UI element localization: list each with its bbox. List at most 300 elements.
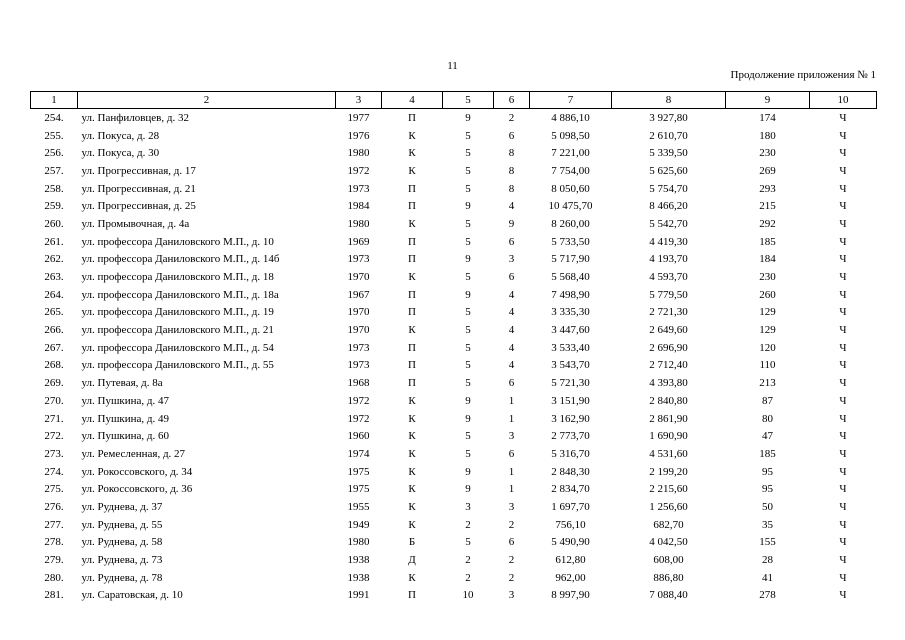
cell-year-built: 1972 — [347, 164, 370, 177]
cell-ownership: Ч — [839, 589, 847, 602]
cell-total-area: 3 162,90 — [551, 412, 590, 425]
cell-total-area: 3 151,90 — [551, 394, 590, 407]
cell-year-built: 1984 — [347, 200, 370, 213]
cell-row-number: 263. — [44, 271, 64, 284]
cell-wall-material: К — [408, 147, 416, 160]
cell-total-area: 3 543,70 — [551, 359, 590, 372]
table-header — [31, 92, 877, 109]
cell-ownership: Ч — [839, 518, 847, 531]
cell-ownership: Ч — [839, 147, 847, 160]
cell-wall-material: П — [408, 589, 416, 602]
cell-total-area: 5 568,40 — [551, 271, 590, 284]
cell-entrances: 8 — [508, 147, 515, 160]
cell-ownership: Ч — [839, 430, 847, 443]
table-row — [31, 162, 877, 180]
cell-living-area: 4 393,80 — [649, 377, 688, 390]
cell-entrances: 4 — [508, 341, 515, 354]
cell-wall-material: К — [408, 518, 416, 531]
cell-row-number: 271. — [44, 412, 64, 425]
cell-year-built: 1970 — [347, 306, 370, 319]
cell-wall-material: К — [408, 271, 416, 284]
cell-total-area: 5 098,50 — [551, 129, 590, 142]
cell-address: ул. профессора Даниловского М.П., д. 19 — [81, 306, 274, 319]
cell-wall-material: К — [408, 164, 416, 177]
appendix-caption: Продолжение приложения № 1 — [730, 69, 876, 81]
table-row — [31, 127, 877, 145]
table-row — [31, 339, 877, 357]
cell-year-built: 1972 — [347, 394, 370, 407]
cell-wall-material: К — [408, 571, 416, 584]
cell-apartments: 230 — [759, 271, 776, 284]
table-row — [31, 304, 877, 322]
cell-living-area: 4 419,30 — [649, 235, 688, 248]
cell-wall-material: П — [408, 288, 416, 301]
cell-floors: 5 — [465, 447, 471, 460]
table-row — [31, 374, 877, 392]
cell-entrances: 2 — [508, 518, 515, 531]
cell-year-built: 1973 — [347, 341, 370, 354]
table-row — [31, 109, 877, 127]
cell-year-built: 1976 — [347, 129, 370, 142]
cell-address: ул. Пушкина, д. 60 — [81, 430, 170, 443]
cell-total-area: 2 834,70 — [551, 483, 590, 496]
cell-year-built: 1967 — [347, 288, 370, 301]
column-header-4: 4 — [382, 92, 443, 109]
cell-floors: 5 — [465, 217, 471, 230]
table-row — [31, 569, 877, 587]
cell-apartments: 28 — [762, 554, 773, 567]
cell-year-built: 1991 — [347, 589, 370, 602]
cell-apartments: 50 — [762, 500, 773, 513]
cell-total-area: 8 050,60 — [551, 182, 590, 195]
cell-apartments: 269 — [759, 164, 776, 177]
cell-total-area: 2 773,70 — [551, 430, 590, 443]
cell-year-built: 1938 — [347, 571, 370, 584]
cell-address: ул. Панфиловцев, д. 32 — [81, 111, 189, 124]
cell-total-area: 5 717,90 — [551, 253, 590, 266]
column-header-9: 9 — [726, 92, 810, 109]
table-row — [31, 215, 877, 233]
cell-floors: 5 — [465, 377, 471, 390]
column-header-6: 6 — [494, 92, 530, 109]
cell-apartments: 47 — [762, 430, 773, 443]
cell-year-built: 1973 — [347, 359, 370, 372]
cell-row-number: 268. — [44, 359, 64, 372]
cell-ownership: Ч — [839, 377, 847, 390]
cell-ownership: Ч — [839, 412, 847, 425]
table-row — [31, 427, 877, 445]
cell-address: ул. Ремесленная, д. 27 — [81, 447, 186, 460]
cell-total-area: 3 335,30 — [551, 306, 590, 319]
cell-entrances: 4 — [508, 288, 515, 301]
cell-apartments: 174 — [759, 111, 776, 124]
cell-year-built: 1974 — [347, 447, 370, 460]
cell-total-area: 612,80 — [555, 554, 586, 567]
cell-row-number: 259. — [44, 200, 64, 213]
cell-year-built: 1949 — [347, 518, 370, 531]
cell-wall-material: П — [408, 306, 416, 319]
cell-year-built: 1960 — [347, 430, 370, 443]
cell-ownership: Ч — [839, 288, 847, 301]
cell-address: ул. Прогрессивная, д. 25 — [81, 200, 196, 213]
cell-entrances: 4 — [508, 324, 515, 337]
cell-entrances: 1 — [508, 483, 515, 496]
cell-total-area: 5 316,70 — [551, 447, 590, 460]
cell-ownership: Ч — [839, 306, 847, 319]
cell-row-number: 278. — [44, 536, 64, 549]
table-row — [31, 251, 877, 269]
table-row — [31, 463, 877, 481]
column-header-10: 10 — [810, 92, 877, 109]
cell-year-built: 1975 — [347, 483, 370, 496]
cell-ownership: Ч — [839, 182, 847, 195]
cell-total-area: 962,00 — [555, 571, 586, 584]
cell-apartments: 278 — [759, 589, 776, 602]
table-row — [31, 357, 877, 375]
cell-address: ул. профессора Даниловского М.П., д. 21 — [81, 324, 274, 337]
cell-entrances: 8 — [508, 164, 515, 177]
cell-wall-material: К — [408, 412, 416, 425]
cell-entrances: 3 — [508, 589, 515, 602]
table-row — [31, 480, 877, 498]
cell-address: ул. профессора Даниловского М.П., д. 54 — [81, 341, 274, 354]
cell-floors: 9 — [465, 394, 471, 407]
cell-year-built: 1969 — [347, 235, 370, 248]
cell-apartments: 35 — [762, 518, 773, 531]
cell-row-number: 260. — [44, 217, 64, 230]
cell-apartments: 213 — [759, 377, 776, 390]
cell-ownership: Ч — [839, 500, 847, 513]
cell-row-number: 269. — [44, 377, 64, 390]
cell-floors: 10 — [462, 589, 474, 602]
cell-entrances: 3 — [508, 253, 515, 266]
cell-ownership: Ч — [839, 341, 847, 354]
cell-wall-material: П — [408, 253, 416, 266]
cell-floors: 5 — [465, 235, 471, 248]
table-row — [31, 392, 877, 410]
cell-year-built: 1955 — [347, 500, 370, 513]
cell-entrances: 3 — [508, 430, 515, 443]
cell-entrances: 6 — [508, 271, 515, 284]
cell-row-number: 261. — [44, 235, 64, 248]
cell-total-area: 3 447,60 — [551, 324, 590, 337]
cell-living-area: 5 754,70 — [649, 182, 688, 195]
cell-wall-material: К — [408, 447, 416, 460]
cell-apartments: 260 — [759, 288, 776, 301]
cell-entrances: 4 — [508, 200, 515, 213]
cell-entrances: 6 — [508, 235, 515, 248]
cell-ownership: Ч — [839, 447, 847, 460]
cell-address: ул. Прогрессивная, д. 17 — [81, 164, 196, 177]
cell-row-number: 273. — [44, 447, 64, 460]
cell-year-built: 1973 — [347, 182, 370, 195]
cell-apartments: 230 — [759, 147, 776, 160]
cell-ownership: Ч — [839, 217, 847, 230]
cell-row-number: 276. — [44, 500, 64, 513]
cell-address: ул. Промывочная, д. 4а — [81, 217, 190, 230]
cell-living-area: 2 610,70 — [649, 129, 688, 142]
cell-row-number: 258. — [44, 182, 64, 195]
cell-living-area: 2 721,30 — [649, 306, 688, 319]
cell-living-area: 2 696,90 — [649, 341, 688, 354]
table-row — [31, 144, 877, 162]
cell-living-area: 2 861,90 — [649, 412, 688, 425]
cell-entrances: 2 — [508, 111, 515, 124]
cell-total-area: 4 886,10 — [551, 111, 590, 124]
table-row — [31, 233, 877, 251]
cell-wall-material: К — [408, 430, 416, 443]
cell-wall-material: Д — [408, 554, 416, 567]
cell-address: ул. Прогрессивная, д. 21 — [81, 182, 196, 195]
cell-total-area: 8 260,00 — [551, 217, 590, 230]
cell-ownership: Ч — [839, 271, 847, 284]
cell-address: ул. профессора Даниловского М.П., д. 18а — [81, 288, 279, 301]
cell-living-area: 608,00 — [653, 554, 684, 567]
cell-wall-material: Б — [408, 536, 416, 549]
cell-year-built: 1938 — [347, 554, 370, 567]
cell-entrances: 6 — [508, 447, 515, 460]
cell-living-area: 5 779,50 — [649, 288, 688, 301]
cell-year-built: 1975 — [347, 465, 370, 478]
cell-entrances: 1 — [508, 465, 515, 478]
cell-floors: 5 — [465, 182, 471, 195]
cell-floors: 5 — [465, 164, 471, 177]
cell-wall-material: К — [408, 324, 416, 337]
cell-row-number: 256. — [44, 147, 64, 160]
table-row — [31, 321, 877, 339]
cell-address: ул. профессора Даниловского М.П., д. 18 — [81, 271, 274, 284]
cell-ownership: Ч — [839, 324, 847, 337]
cell-floors: 5 — [465, 271, 471, 284]
cell-address: ул. Руднева, д. 58 — [81, 536, 163, 549]
cell-ownership: Ч — [839, 253, 847, 266]
cell-wall-material: К — [408, 129, 416, 142]
cell-living-area: 2 215,60 — [649, 483, 688, 496]
cell-total-area: 1 697,70 — [551, 500, 590, 513]
cell-living-area: 5 542,70 — [649, 217, 688, 230]
cell-total-area: 7 221,00 — [551, 147, 590, 160]
cell-living-area: 886,80 — [653, 571, 684, 584]
cell-apartments: 87 — [762, 394, 773, 407]
cell-living-area: 2 199,20 — [649, 465, 688, 478]
cell-ownership: Ч — [839, 394, 847, 407]
cell-address: ул. Пушкина, д. 49 — [81, 412, 170, 425]
cell-living-area: 2 712,40 — [649, 359, 688, 372]
cell-ownership: Ч — [839, 465, 847, 478]
cell-address: ул. профессора Даниловского М.П., д. 14б — [81, 253, 280, 266]
cell-total-area: 5 733,50 — [551, 235, 590, 248]
cell-year-built: 1973 — [347, 253, 370, 266]
cell-floors: 9 — [465, 288, 471, 301]
cell-entrances: 4 — [508, 359, 515, 372]
cell-address: ул. Рокоссовского, д. 34 — [81, 465, 193, 478]
cell-row-number: 254. — [44, 111, 64, 124]
cell-floors: 9 — [465, 253, 471, 266]
cell-address: ул. Путевая, д. 8а — [81, 377, 163, 390]
cell-total-area: 5 490,90 — [551, 536, 590, 549]
cell-wall-material: К — [408, 465, 416, 478]
cell-wall-material: П — [408, 341, 416, 354]
table-row — [31, 551, 877, 569]
cell-address: ул. Руднева, д. 55 — [81, 518, 163, 531]
cell-row-number: 257. — [44, 164, 64, 177]
column-header-2: 2 — [78, 92, 336, 109]
table-row — [31, 445, 877, 463]
cell-living-area: 4 593,70 — [649, 271, 688, 284]
cell-floors: 5 — [465, 430, 471, 443]
cell-address: ул. Пушкина, д. 47 — [81, 394, 170, 407]
cell-total-area: 8 997,90 — [551, 589, 590, 602]
cell-living-area: 4 042,50 — [649, 536, 688, 549]
cell-apartments: 155 — [759, 536, 776, 549]
cell-entrances: 1 — [508, 412, 515, 425]
cell-floors: 2 — [465, 571, 471, 584]
cell-year-built: 1980 — [347, 147, 370, 160]
table-row — [31, 180, 877, 198]
cell-row-number: 279. — [44, 554, 64, 567]
cell-year-built: 1968 — [347, 377, 370, 390]
cell-living-area: 5 339,50 — [649, 147, 688, 160]
cell-floors: 9 — [465, 111, 471, 124]
cell-ownership: Ч — [839, 235, 847, 248]
cell-ownership: Ч — [839, 129, 847, 142]
cell-living-area: 682,70 — [653, 518, 684, 531]
cell-ownership: Ч — [839, 200, 847, 213]
cell-apartments: 184 — [759, 253, 776, 266]
cell-address: ул. Саратовская, д. 10 — [81, 589, 183, 602]
cell-entrances: 4 — [508, 306, 515, 319]
cell-floors: 2 — [465, 518, 471, 531]
cell-year-built: 1980 — [347, 217, 370, 230]
cell-entrances: 2 — [508, 571, 515, 584]
cell-apartments: 95 — [762, 465, 773, 478]
cell-row-number: 266. — [44, 324, 64, 337]
cell-total-area: 10 475,70 — [548, 200, 593, 213]
cell-living-area: 3 927,80 — [649, 111, 688, 124]
cell-wall-material: К — [408, 394, 416, 407]
cell-row-number: 272. — [44, 430, 64, 443]
cell-ownership: Ч — [839, 536, 847, 549]
header-row — [31, 92, 877, 109]
cell-ownership: Ч — [839, 554, 847, 567]
cell-wall-material: П — [408, 359, 416, 372]
cell-total-area: 2 848,30 — [551, 465, 590, 478]
table-body — [31, 109, 877, 605]
cell-apartments: 292 — [759, 217, 776, 230]
table-row — [31, 410, 877, 428]
cell-living-area: 4 193,70 — [649, 253, 688, 266]
cell-wall-material: П — [408, 200, 416, 213]
table-row — [31, 534, 877, 552]
cell-floors: 3 — [465, 500, 471, 513]
column-header-7: 7 — [530, 92, 612, 109]
cell-entrances: 1 — [508, 394, 515, 407]
cell-row-number: 267. — [44, 341, 64, 354]
cell-apartments: 129 — [759, 324, 776, 337]
cell-address: ул. Руднева, д. 37 — [81, 500, 163, 513]
column-header-5: 5 — [443, 92, 494, 109]
column-header-3: 3 — [336, 92, 382, 109]
cell-apartments: 215 — [759, 200, 776, 213]
cell-floors: 9 — [465, 465, 471, 478]
cell-total-area: 756,10 — [555, 518, 586, 531]
cell-apartments: 110 — [759, 359, 776, 372]
cell-row-number: 280. — [44, 571, 64, 584]
cell-address: ул. Руднева, д. 73 — [81, 554, 163, 567]
cell-address: ул. профессора Даниловского М.П., д. 55 — [81, 359, 274, 372]
cell-living-area: 7 088,40 — [649, 589, 688, 602]
cell-apartments: 129 — [759, 306, 776, 319]
cell-total-area: 5 721,30 — [551, 377, 590, 390]
cell-year-built: 1972 — [347, 412, 370, 425]
cell-entrances: 6 — [508, 129, 515, 142]
cell-living-area: 4 531,60 — [649, 447, 688, 460]
cell-apartments: 180 — [759, 129, 776, 142]
cell-living-area: 2 840,80 — [649, 394, 688, 407]
cell-living-area: 1 256,60 — [649, 500, 688, 513]
cell-floors: 5 — [465, 306, 471, 319]
cell-total-area: 7 754,00 — [551, 164, 590, 177]
cell-wall-material: П — [408, 377, 416, 390]
table-row — [31, 516, 877, 534]
cell-living-area: 2 649,60 — [649, 324, 688, 337]
cell-year-built: 1977 — [347, 111, 370, 124]
cell-floors: 5 — [465, 147, 471, 160]
cell-floors: 9 — [465, 483, 471, 496]
cell-row-number: 265. — [44, 306, 64, 319]
cell-wall-material: К — [408, 217, 416, 230]
cell-wall-material: К — [408, 483, 416, 496]
cell-entrances: 2 — [508, 554, 515, 567]
cell-apartments: 80 — [762, 412, 773, 425]
cell-row-number: 270. — [44, 394, 64, 407]
cell-ownership: Ч — [839, 164, 847, 177]
cell-apartments: 185 — [759, 235, 776, 248]
cell-wall-material: П — [408, 235, 416, 248]
cell-year-built: 1970 — [347, 271, 370, 284]
cell-year-built: 1970 — [347, 324, 370, 337]
cell-wall-material: П — [408, 182, 416, 195]
cell-living-area: 8 466,20 — [649, 200, 688, 213]
table-row — [31, 268, 877, 286]
table-row — [31, 498, 877, 516]
cell-address: ул. Покуса, д. 28 — [81, 129, 160, 142]
cell-floors: 5 — [465, 359, 471, 372]
cell-ownership: Ч — [839, 483, 847, 496]
cell-address: ул. Рокоссовского, д. 36 — [81, 483, 193, 496]
cell-floors: 5 — [465, 341, 471, 354]
cell-floors: 9 — [465, 412, 471, 425]
cell-living-area: 1 690,90 — [649, 430, 688, 443]
table-row — [31, 587, 877, 605]
cell-address: ул. профессора Даниловского М.П., д. 10 — [81, 235, 274, 248]
cell-address: ул. Покуса, д. 30 — [81, 147, 160, 160]
cell-ownership: Ч — [839, 111, 847, 124]
cell-entrances: 9 — [508, 217, 515, 230]
buildings-table — [30, 91, 877, 604]
cell-entrances: 6 — [508, 377, 515, 390]
page-number: 11 — [447, 60, 458, 72]
table-row — [31, 286, 877, 304]
cell-row-number: 264. — [44, 288, 64, 301]
cell-row-number: 281. — [44, 589, 64, 602]
cell-row-number: 255. — [44, 129, 64, 142]
cell-apartments: 185 — [759, 447, 776, 460]
column-header-8: 8 — [612, 92, 726, 109]
cell-ownership: Ч — [839, 359, 847, 372]
cell-ownership: Ч — [839, 571, 847, 584]
cell-apartments: 293 — [759, 182, 776, 195]
